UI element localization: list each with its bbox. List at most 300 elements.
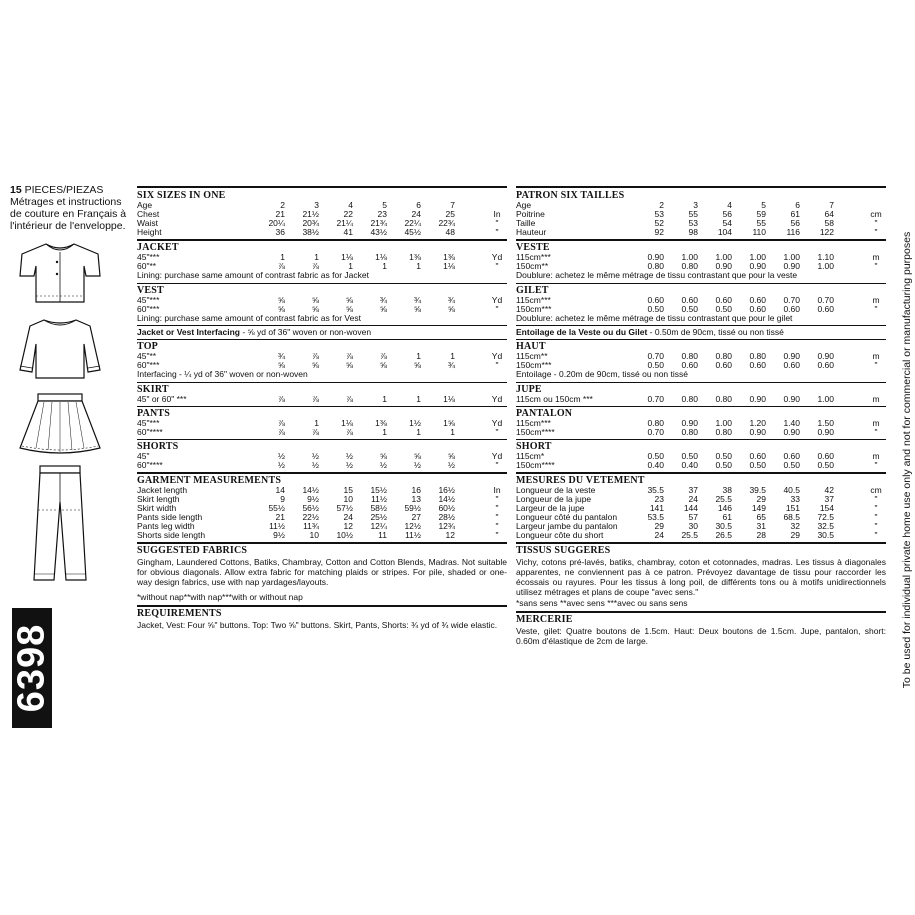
size-3-value: 0.50 <box>715 459 732 470</box>
size-3-value: 21¼ <box>336 218 353 228</box>
size-3-value: 0.80 <box>715 393 732 404</box>
table-row <box>516 428 886 437</box>
size-1-value: ⅞ <box>277 261 285 271</box>
requirements-section <box>137 605 507 633</box>
size-2-value: 11¾ <box>303 520 319 531</box>
row-label: Longueur de la veste <box>516 484 596 495</box>
size-2-value: 38½ <box>302 227 319 237</box>
table-row <box>516 395 886 404</box>
size-5-value: 16 <box>411 484 421 495</box>
size-6-value: 0.60 <box>817 303 834 314</box>
row-unit: " <box>495 218 499 228</box>
row-unit: cm <box>870 484 882 495</box>
size-4-value: 59 <box>756 209 766 219</box>
size-2-value: 25.5 <box>681 529 698 540</box>
size-4-value: 43½ <box>370 227 387 237</box>
size-6-value: 12¾ <box>438 520 455 531</box>
row-unit: Yd <box>491 450 503 461</box>
size-4-value: 15½ <box>370 484 387 495</box>
size-2-value: ⅞ <box>311 351 319 361</box>
jupe-section <box>516 382 886 406</box>
size-4-value: 0.90 <box>749 393 766 404</box>
pieces-label: PIECES/PIEZAS <box>24 184 104 196</box>
size-6-value: 1⅝ <box>443 417 455 428</box>
size-4-value: 5 <box>382 200 387 210</box>
size-4-value: ½ <box>379 459 387 470</box>
size-6-value: 7 <box>829 200 834 210</box>
size-4-value: 1 <box>382 393 387 404</box>
size-4-value: ⅞ <box>379 351 387 361</box>
row-unit: " <box>495 493 499 504</box>
size-1-value: 0.50 <box>647 450 664 461</box>
size-4-value: 12¼ <box>370 520 387 531</box>
gilet-section <box>516 283 886 326</box>
size-5-value: 12½ <box>404 520 421 531</box>
haut-section <box>516 339 886 382</box>
size-5-value: ¾ <box>413 294 421 305</box>
row-unit: Yd <box>491 393 503 404</box>
size-3-value: 61 <box>722 511 732 522</box>
size-4-value: 25½ <box>370 511 387 522</box>
size-5-value: 0.90 <box>783 351 800 361</box>
tissus-text: Vichy, cotons pré-lavés, batiks, chambray, coton et cotonnades, madras. Les tissus à diagonales apparentes, ne conviennent pas à ce patron. Prévoyez davantage de tissu pour raccorder les écossais ou rayures. Pour les tissus à long poil, de différents tons ou à motifs unidirectionnels utilisez métrages et plans de coupe "avec sens." <box>516 556 886 597</box>
size-3-value: 12 <box>343 520 353 531</box>
size-4-value: 5 <box>761 200 766 210</box>
row-label: 60"*** <box>137 303 160 314</box>
row-unit: m <box>872 294 880 305</box>
row-unit: Yd <box>491 417 503 428</box>
size-2-value: 0.90 <box>681 417 698 428</box>
size-6-value: 1⅛ <box>443 393 455 404</box>
row-unit: " <box>495 360 499 370</box>
size-4-value: 0.60 <box>749 360 766 370</box>
size-6-value: 0.90 <box>817 426 834 437</box>
sizes-title: SIX SIZES IN ONE <box>137 190 226 201</box>
size-3-value: 15 <box>343 484 353 495</box>
row-unit: " <box>874 303 878 314</box>
size-6-value: 16½ <box>438 484 455 495</box>
size-2-value: 3 <box>314 200 319 210</box>
row-unit: " <box>874 227 878 237</box>
size-3-value: 104 <box>717 227 732 237</box>
size-1-value: ⅞ <box>277 393 285 404</box>
size-4-value: 0.50 <box>749 459 766 470</box>
size-4-value: 0.60 <box>749 450 766 461</box>
size-1-value: 53.5 <box>647 511 664 522</box>
size-6-value: 14½ <box>438 493 455 504</box>
size-3-value: 0.60 <box>715 294 732 305</box>
size-5-value: 151 <box>785 502 800 513</box>
french-note-line-3: l'intérieur de l'enveloppe. <box>10 220 126 232</box>
size-3-value: 1 <box>348 261 353 271</box>
row-label: 150cm*** <box>516 303 552 314</box>
shorts-title: SHORTS <box>137 440 179 452</box>
row-label: Jacket length <box>137 484 188 495</box>
pants-section <box>137 406 507 439</box>
table-row <box>516 305 886 314</box>
size-1-value: 14 <box>275 484 285 495</box>
jacket-note: Lining: purchase same amount of contrast fabric as for Jacket <box>137 270 369 280</box>
size-2-value: ½ <box>311 450 319 461</box>
size-1-value: ⅝ <box>277 360 285 370</box>
size-4-value: 58½ <box>370 502 387 513</box>
row-unit: " <box>874 360 878 370</box>
size-1-value: ½ <box>277 450 285 461</box>
table-row <box>137 305 507 314</box>
size-6-value: 7 <box>450 200 455 210</box>
mercerie-text: Veste, gilet: Quatre boutons de 1.5cm. Haut: Deux boutons de 1.5cm. Jupe, pantalon, short: 0.60m d'élastique de 2cm de large. <box>516 625 886 646</box>
size-4-value: 1.20 <box>749 417 766 428</box>
size-6-value: 1⅛ <box>443 261 455 271</box>
size-1-value: 36 <box>275 227 285 237</box>
size-5-value: 68.5 <box>783 511 800 522</box>
row-unit: m <box>872 417 880 428</box>
usage-notice <box>898 231 915 689</box>
french-column <box>516 186 886 649</box>
size-5-value: ½ <box>413 459 421 470</box>
size-4-value: 21¾ <box>370 218 387 228</box>
size-3-value: 26.5 <box>715 529 732 540</box>
size-1-value: ½ <box>277 459 285 470</box>
size-2-value: 0.60 <box>681 294 698 305</box>
size-6-value: 1 <box>450 351 455 361</box>
size-1-value: 0.70 <box>647 393 664 404</box>
mesures-section <box>516 472 886 542</box>
size-3-value: 0.90 <box>715 261 732 271</box>
size-1-value: 52 <box>654 218 664 228</box>
row-unit: In <box>493 484 501 495</box>
table-row <box>137 428 507 437</box>
size-4-value: 1 <box>382 426 387 437</box>
size-2-value: ⅞ <box>311 393 319 404</box>
row-label: Age <box>137 200 153 210</box>
french-note-line-1: Métrages et instructions <box>10 196 122 208</box>
size-1-value: 0.50 <box>647 360 664 370</box>
jupe-title: JUPE <box>516 383 542 395</box>
size-5-value: 1.00 <box>783 252 800 262</box>
size-6-value: 0.60 <box>817 450 834 461</box>
size-3-value: ⅝ <box>345 294 353 305</box>
size-2-value: 56½ <box>302 502 319 513</box>
size-2-value: 22½ <box>302 511 319 522</box>
skirt-sketch <box>14 390 106 460</box>
size-3-value: 1.00 <box>715 252 732 262</box>
measurements-section <box>137 472 507 542</box>
size-1-value: ⅝ <box>277 303 285 314</box>
row-label: Skirt length <box>137 493 180 504</box>
size-4-value: 55 <box>756 218 766 228</box>
size-4-value: 1.00 <box>749 252 766 262</box>
tissus-legend: *sans sens **avec sens ***avec ou sans sens <box>516 597 688 608</box>
size-6-value: 37 <box>824 493 834 504</box>
size-1-value: 9 <box>280 493 285 504</box>
vest-title: VEST <box>137 284 164 296</box>
size-2-value: 30 <box>688 520 698 531</box>
size-1-value: 53 <box>654 209 664 219</box>
size-5-value: 32 <box>790 520 800 531</box>
size-3-value: 0.80 <box>715 351 732 361</box>
size-2-value: 0.50 <box>681 303 698 314</box>
table-row <box>137 395 507 404</box>
row-unit: m <box>872 393 880 404</box>
size-6-value: 22¾ <box>438 218 455 228</box>
size-6-value: 154 <box>819 502 834 513</box>
size-5-value: 1 <box>416 261 421 271</box>
size-1-value: ⅞ <box>277 426 285 437</box>
size-6-value: ¾ <box>447 294 455 305</box>
size-2-value: 98 <box>688 227 698 237</box>
french-note-line-2: de couture en Français à <box>10 208 127 220</box>
table-row <box>516 361 886 370</box>
row-unit: " <box>495 529 499 540</box>
shorts-section <box>137 439 507 472</box>
size-5-value: 6 <box>795 200 800 210</box>
row-label: 60"*** <box>137 360 160 370</box>
size-5-value: 116 <box>786 227 800 237</box>
row-label: 45"** <box>137 351 157 361</box>
size-4-value: 0.90 <box>749 261 766 271</box>
size-4-value: 39.5 <box>749 484 766 495</box>
size-6-value: 0.70 <box>817 294 834 305</box>
size-5-value: 0.60 <box>783 450 800 461</box>
row-label: Age <box>516 200 532 210</box>
size-6-value: ⅝ <box>447 303 455 314</box>
size-2-value: 10 <box>309 529 319 540</box>
row-unit: " <box>874 529 878 540</box>
size-3-value: 1⅛ <box>341 252 353 262</box>
pattern-sidebar <box>10 184 130 232</box>
tissus-section <box>516 542 886 611</box>
size-6-value: 1⅜ <box>443 252 455 262</box>
size-3-value: 0.60 <box>715 360 732 370</box>
size-3-value: 38 <box>722 484 732 495</box>
size-5-value: 1 <box>416 351 421 361</box>
size-5-value: 0.90 <box>783 261 800 271</box>
size-1-value: 0.60 <box>647 294 664 305</box>
row-unit: Yd <box>491 294 503 305</box>
row-unit: " <box>874 261 878 271</box>
size-5-value: 0.70 <box>783 294 800 305</box>
size-2-value: 53 <box>688 218 698 228</box>
size-4-value: 149 <box>751 502 766 513</box>
row-label: 115cm ou 150cm *** <box>516 393 593 404</box>
size-3-value: 22 <box>343 209 353 219</box>
row-label: 150cm**** <box>516 426 555 437</box>
sizes-section <box>137 189 507 239</box>
size-1-value: 92 <box>654 227 664 237</box>
size-5-value: 11½ <box>405 529 421 540</box>
size-5-value: 45½ <box>404 227 421 237</box>
size-6-value: 60½ <box>438 502 455 513</box>
size-5-value: 1 <box>416 393 421 404</box>
row-unit: " <box>495 227 499 237</box>
size-4-value: 29 <box>756 493 766 504</box>
skirt-title: SKIRT <box>137 383 169 395</box>
size-2-value: 3 <box>693 200 698 210</box>
row-unit: " <box>495 511 499 522</box>
size-3-value: 1⅛ <box>341 417 353 428</box>
size-6-value: 1.10 <box>817 252 834 262</box>
size-3-value: 4 <box>727 200 732 210</box>
veste-section <box>516 239 886 283</box>
size-1-value: 0.90 <box>647 252 664 262</box>
size-1-value: 55½ <box>268 502 285 513</box>
size-4-value: 31 <box>756 520 766 531</box>
row-label: Pants leg width <box>137 520 195 531</box>
row-unit: " <box>495 502 499 513</box>
size-5-value: 61 <box>790 209 800 219</box>
size-4-value: 0.60 <box>749 294 766 305</box>
row-unit: m <box>872 450 880 461</box>
jacket-sketch <box>14 240 106 306</box>
size-5-value: ⅝ <box>413 303 421 314</box>
row-unit: " <box>874 218 878 228</box>
size-2-value: 55 <box>688 209 698 219</box>
size-1-value: 20¼ <box>268 218 285 228</box>
table-row <box>137 262 507 271</box>
row-unit: " <box>874 493 878 504</box>
size-1-value: 29 <box>654 520 664 531</box>
size-5-value: 1.40 <box>783 417 800 428</box>
size-2-value: 1 <box>314 252 319 262</box>
entoilage-section <box>516 325 886 339</box>
size-2-value: ⅝ <box>311 294 319 305</box>
size-3-value: 146 <box>717 502 732 513</box>
size-1-value: 24 <box>654 529 664 540</box>
row-label: 115cm* <box>516 450 545 461</box>
row-unit: Yd <box>491 351 503 361</box>
size-4-value: 0.80 <box>749 351 766 361</box>
table-row <box>516 262 886 271</box>
size-3-value: 10½ <box>336 529 353 540</box>
row-label: Largeur de la jupe <box>516 502 585 513</box>
row-unit: Yd <box>491 252 503 262</box>
size-3-value: ⅞ <box>345 351 353 361</box>
size-4-value: 1 <box>382 261 387 271</box>
size-6-value: ⅝ <box>447 450 455 461</box>
row-label: 115cm** <box>516 351 548 361</box>
size-6-value: 64 <box>824 209 834 219</box>
requirements-title: REQUIREMENTS <box>137 607 222 619</box>
measurements-title: GARMENT MEASUREMENTS <box>137 474 282 486</box>
vest-note: Lining: purchase same amount of contrast fabric as for Vest <box>137 312 361 323</box>
size-6-value: 42 <box>824 484 834 495</box>
fabrics-title: SUGGESTED FABRICS <box>137 544 248 556</box>
size-3-value: 0.50 <box>715 450 732 461</box>
row-label: Chest <box>137 209 160 219</box>
size-6-value: 0.60 <box>817 360 834 370</box>
short-title: SHORT <box>516 440 552 452</box>
skirt-section <box>137 382 507 406</box>
size-2-value: ⅝ <box>311 360 319 370</box>
size-1-value: 35.5 <box>647 484 664 495</box>
size-4-value: 11½ <box>371 493 387 504</box>
size-2-value: 21½ <box>302 209 319 219</box>
fabrics-section <box>137 542 507 605</box>
requirements-text: Jacket, Vest: Four ⅝" buttons. Top: Two ⅝" buttons. Skirt, Pants, Shorts: ¾ yd of ¾ wide elastic. <box>137 619 498 630</box>
row-label: 150cm**** <box>516 459 555 470</box>
interfacing-text: - ⅝ yd of 36" woven or non-woven <box>240 327 372 337</box>
entoilage-title: Entoilage de la Veste ou du Gilet <box>516 327 648 337</box>
veste-title: VESTE <box>516 242 550 253</box>
size-2-value: ⅞ <box>311 426 319 437</box>
size-6-value: 1 <box>450 426 455 437</box>
size-1-value: 0.70 <box>647 351 664 361</box>
size-5-value: 40.5 <box>783 484 800 495</box>
size-6-value: 32.5 <box>817 520 834 531</box>
size-6-value: ¾ <box>447 360 455 370</box>
size-2-value: 0.50 <box>681 450 698 461</box>
size-4-value: ⅝ <box>379 303 387 314</box>
size-2-value: 20¾ <box>302 218 319 228</box>
size-2-value: 0.80 <box>681 426 698 437</box>
row-label: 45" <box>137 450 150 461</box>
top-note: Interfacing - ¼ yd of 36" woven or non-woven <box>137 369 308 379</box>
size-2-value: ½ <box>311 459 319 470</box>
size-5-value: 33 <box>790 493 800 504</box>
size-3-value: 57½ <box>336 502 353 513</box>
row-label: Shorts side length <box>137 529 206 540</box>
size-3-value: 0.80 <box>715 426 732 437</box>
row-label: Waist <box>137 218 158 228</box>
size-1-value: 0.40 <box>647 459 664 470</box>
size-1-value: ⅝ <box>277 294 285 305</box>
row-label: 45"*** <box>137 294 160 305</box>
size-1-value: 23 <box>654 493 664 504</box>
top-title: TOP <box>137 341 158 352</box>
size-2-value: 37 <box>688 484 698 495</box>
size-6-value: 122 <box>819 227 834 237</box>
top-sketch <box>14 314 106 384</box>
row-label: Skirt width <box>137 502 177 513</box>
size-3-value: 24 <box>343 511 353 522</box>
row-label: Longueur côte du short <box>516 529 604 540</box>
size-4-value: 23 <box>377 209 387 219</box>
size-5-value: ⅝ <box>413 450 421 461</box>
size-5-value: 0.60 <box>783 360 800 370</box>
pieces-heading <box>10 184 130 196</box>
row-label: Hauteur <box>516 227 547 237</box>
size-2-value: ⅝ <box>311 303 319 314</box>
row-unit: In <box>493 209 501 219</box>
size-3-value: 56 <box>722 209 732 219</box>
table-row <box>137 531 507 540</box>
size-3-value: ⅝ <box>345 303 353 314</box>
size-3-value: 41 <box>343 227 353 237</box>
size-1-value: 0.70 <box>647 426 664 437</box>
size-5-value: 24 <box>411 209 421 219</box>
english-column <box>137 186 507 633</box>
pantalon-section <box>516 406 886 439</box>
short-section <box>516 439 886 472</box>
row-label: 150cm*** <box>516 360 552 370</box>
size-6-value: 28½ <box>438 511 455 522</box>
size-6-value: 12 <box>445 529 455 540</box>
row-unit: " <box>495 261 499 271</box>
size-6-value: 1.00 <box>817 261 834 271</box>
size-3-value: 1.00 <box>715 417 732 428</box>
row-unit: m <box>872 252 880 262</box>
size-1-value: 2 <box>659 200 664 210</box>
table-row <box>516 228 886 237</box>
pattern-number-badge <box>12 608 52 728</box>
size-3-value: ⅝ <box>345 360 353 370</box>
usage-notice-text: To be used for individual private home use only and not for commercial or manufacturing purposes <box>901 231 913 689</box>
table-row <box>137 461 507 470</box>
size-4-value: 0.90 <box>749 426 766 437</box>
size-3-value: ½ <box>345 459 353 470</box>
size-4-value: 1⅜ <box>375 417 387 428</box>
